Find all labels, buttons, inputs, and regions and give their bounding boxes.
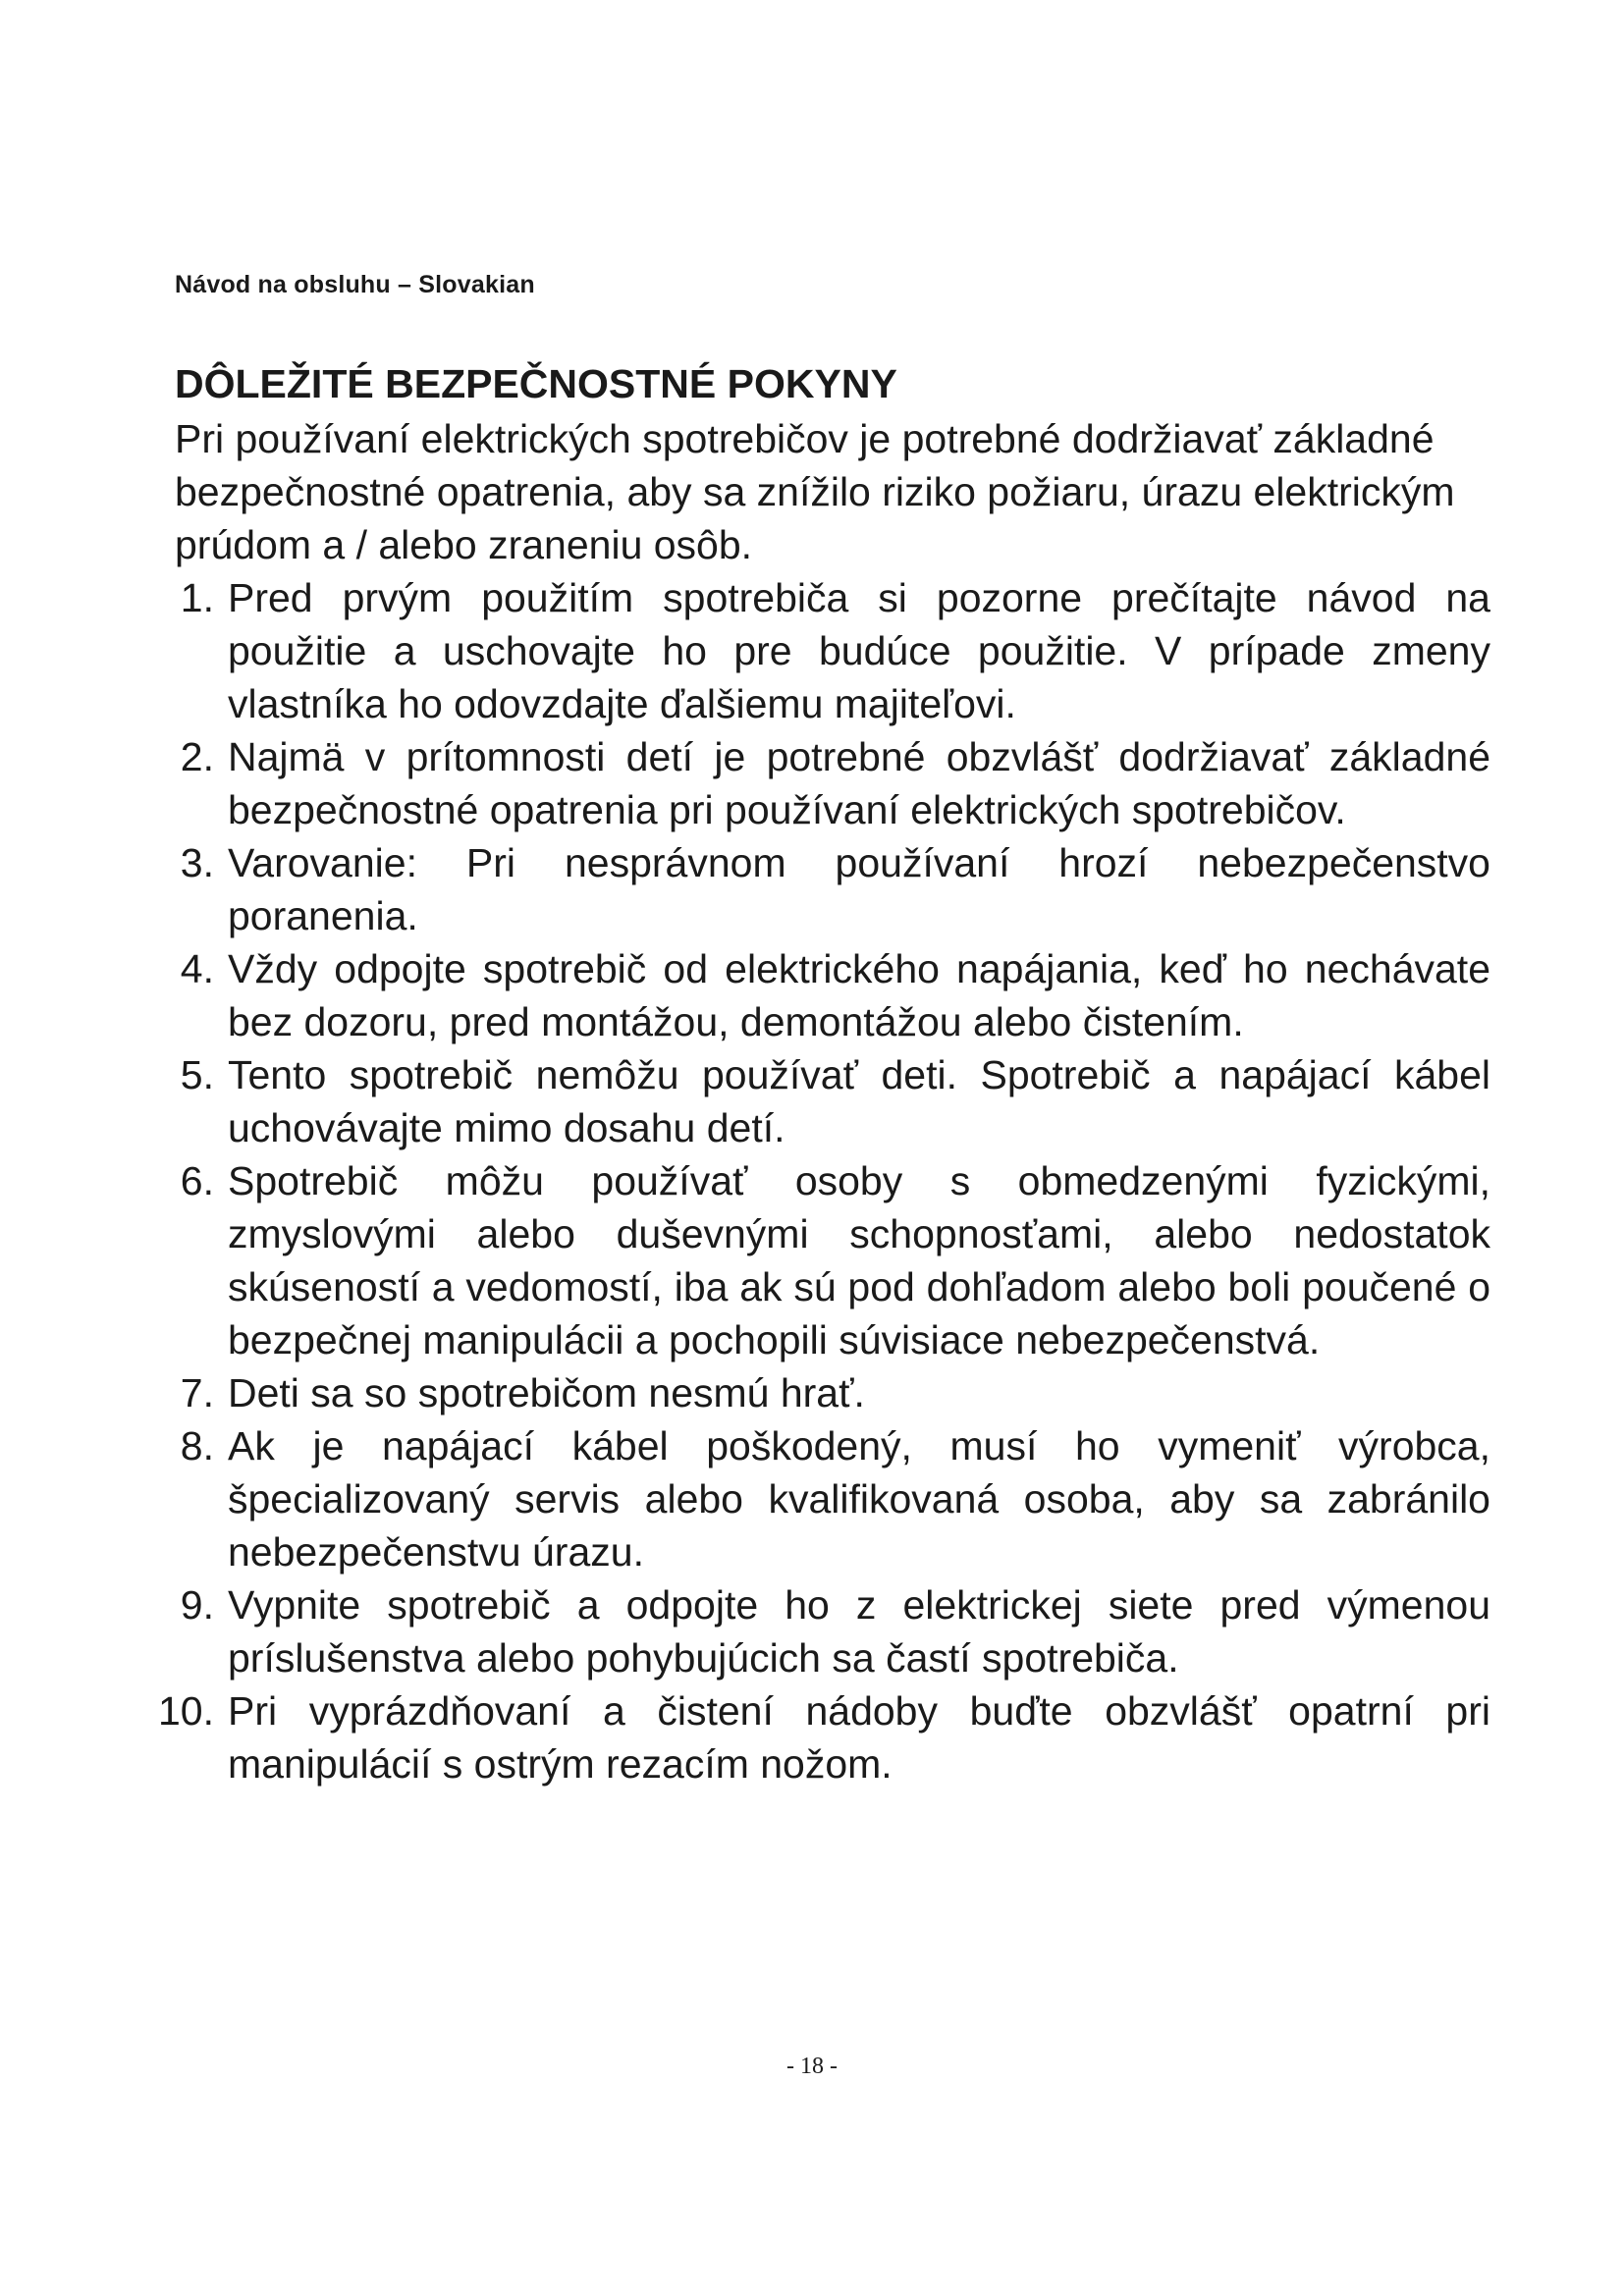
item-text: Pred prvým použitím spotrebiča si pozorne prečítajte návod na použitie a uschovajte ho pre budúce použitie. V prípade zmeny vlastníka ho odovzdajte ďalšiemu majiteľovi.	[228, 575, 1490, 726]
item-text: Varovanie: Pri nesprávnom používaní hrozí nebezpečenstvo poranenia.	[228, 840, 1490, 938]
item-number: 1.	[180, 575, 214, 620]
safety-section	[158, 355, 1490, 1790]
list-item	[175, 1154, 1490, 1366]
list-item	[175, 1366, 1490, 1419]
page-number: - 18 -	[786, 2054, 838, 2079]
item-text: Vypnite spotrebič a odpojte ho z elektrickej siete pred výmenou príslušenstva alebo pohybujúcich sa častí spotrebiča.	[228, 1582, 1490, 1681]
list-item	[175, 730, 1490, 836]
item-text: Tento spotrebič nemôžu používať deti. Spotrebič a napájací kábel uchovávajte mimo dosahu detí.	[228, 1052, 1490, 1150]
section-title: DÔLEŽITÉ BEZPEČNOSTNÉ POKYNY	[175, 361, 897, 406]
item-text: Spotrebič môžu používať osoby s obmedzenými fyzickými, zmyslovými alebo duševnými schopnosťami, alebo nedostatok skúseností a vedomostí, iba ak sú pod dohľadom alebo boli poučené o bezpečnej manipulácii a pochopili súvisiace nebezpečenstvá.	[228, 1158, 1490, 1362]
item-text: Pri vyprázdňovaní a čistení nádoby buďte obzvlášť opatrní pri manipulácií s ostrým rezacím nožom.	[228, 1688, 1490, 1787]
list-item	[158, 1684, 1490, 1790]
item-text: Deti sa so spotrebičom nesmú hrať.	[228, 1370, 865, 1415]
item-text: Vždy odpojte spotrebič od elektrického napájania, keď ho nechávate bez dozoru, pred montážou, demontážou alebo čistením.	[228, 946, 1490, 1044]
list-item	[175, 571, 1490, 730]
list-item	[175, 836, 1490, 942]
item-number: 4.	[180, 946, 214, 991]
list-item	[175, 1048, 1490, 1154]
list-item	[175, 1419, 1490, 1578]
item-text: Najmä v prítomnosti detí je potrebné obzvlášť dodržiavať základné bezpečnostné opatrenia pri používaní elektrických spotrebičov.	[228, 734, 1490, 832]
running-header: Návod na obsluhu – Slovakian	[175, 271, 535, 298]
item-text: Ak je napájací kábel poškodený, musí ho vymeniť výrobca, špecializovaný servis alebo kvalifikovaná osoba, aby sa zabránilo nebezpečenstvu úrazu.	[228, 1423, 1490, 1575]
item-number: 9.	[180, 1582, 214, 1628]
item-number: 6.	[180, 1158, 214, 1203]
intro-paragraph: Pri používaní elektrických spotrebičov je potrebné dodržiavať základné bezpečnostné opatrenia, aby sa znížilo riziko požiaru, úrazu elektrickým prúdom a / alebo zraneniu osôb.	[175, 416, 1455, 567]
list-item	[175, 1578, 1490, 1684]
list-item	[175, 942, 1490, 1048]
item-number: 2.	[180, 734, 214, 779]
item-number: 10.	[158, 1688, 214, 1734]
item-number: 3.	[180, 840, 214, 885]
item-number: 8.	[180, 1423, 214, 1468]
item-number: 7.	[180, 1370, 214, 1415]
item-number: 5.	[180, 1052, 214, 1097]
safety-instructions-list	[158, 571, 1490, 1790]
